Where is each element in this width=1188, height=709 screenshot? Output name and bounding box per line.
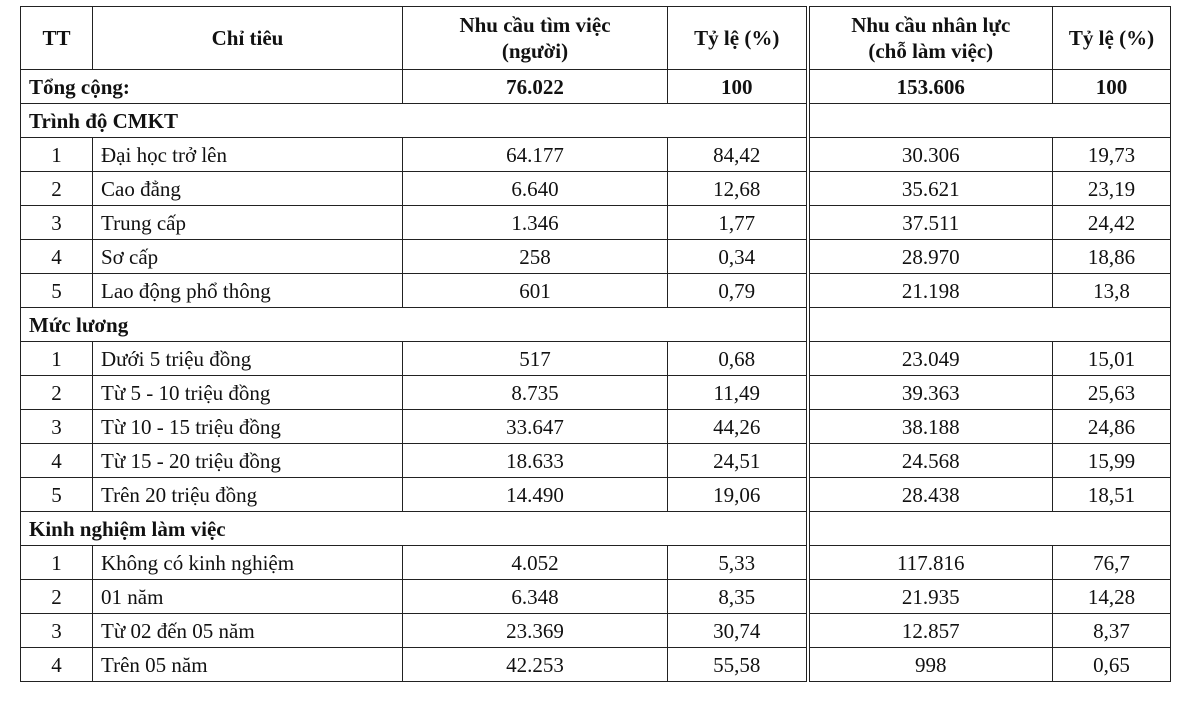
row-tt: 3	[21, 410, 93, 444]
row-supply: 35.621	[808, 172, 1053, 206]
row-label: Từ 02 đến 05 năm	[93, 614, 403, 648]
row-ratio2: 24,86	[1053, 410, 1171, 444]
row-supply: 30.306	[808, 138, 1053, 172]
section-title: Kinh nghiệm làm việc	[21, 512, 808, 546]
total-row	[21, 70, 1171, 104]
row-ratio2: 15,99	[1053, 444, 1171, 478]
row-ratio1: 0,68	[668, 342, 808, 376]
section-empty-cell	[808, 512, 1171, 546]
row-ratio1: 1,77	[668, 206, 808, 240]
row-tt: 5	[21, 274, 93, 308]
row-supply: 998	[808, 648, 1053, 682]
row-tt: 2	[21, 172, 93, 206]
row-tt: 3	[21, 206, 93, 240]
row-tt: 3	[21, 614, 93, 648]
row-ratio1: 55,58	[668, 648, 808, 682]
row-ratio2: 18,86	[1053, 240, 1171, 274]
row-tt: 1	[21, 138, 93, 172]
row-label: 01 năm	[93, 580, 403, 614]
row-ratio1: 8,35	[668, 580, 808, 614]
row-supply: 12.857	[808, 614, 1053, 648]
row-ratio2: 25,63	[1053, 376, 1171, 410]
row-demand: 4.052	[403, 546, 668, 580]
row-label: Lao động phổ thông	[93, 274, 403, 308]
row-ratio2: 15,01	[1053, 342, 1171, 376]
total-supply: 153.606	[808, 70, 1053, 104]
row-ratio1: 84,42	[668, 138, 808, 172]
row-ratio2: 24,42	[1053, 206, 1171, 240]
row-demand: 64.177	[403, 138, 668, 172]
table-row	[21, 206, 1171, 240]
table-row	[21, 410, 1171, 444]
table-row	[21, 240, 1171, 274]
row-demand: 33.647	[403, 410, 668, 444]
row-label: Sơ cấp	[93, 240, 403, 274]
row-supply: 21.935	[808, 580, 1053, 614]
row-label: Trên 05 năm	[93, 648, 403, 682]
row-tt: 5	[21, 478, 93, 512]
row-demand: 23.369	[403, 614, 668, 648]
table-row	[21, 546, 1171, 580]
header-demand-line2: (người)	[501, 39, 569, 63]
section-header-row	[21, 104, 1171, 138]
row-supply: 28.970	[808, 240, 1053, 274]
table-row	[21, 138, 1171, 172]
section-empty-cell	[808, 308, 1171, 342]
row-supply: 21.198	[808, 274, 1053, 308]
row-tt: 4	[21, 648, 93, 682]
row-ratio2: 0,65	[1053, 648, 1171, 682]
row-label: Không có kinh nghiệm	[93, 546, 403, 580]
row-demand: 601	[403, 274, 668, 308]
row-supply: 23.049	[808, 342, 1053, 376]
total-ratio2: 100	[1053, 70, 1171, 104]
row-ratio2: 18,51	[1053, 478, 1171, 512]
row-ratio1: 30,74	[668, 614, 808, 648]
row-demand: 6.348	[403, 580, 668, 614]
row-label: Cao đẳng	[93, 172, 403, 206]
table-row	[21, 478, 1171, 512]
table-row	[21, 342, 1171, 376]
row-tt: 2	[21, 580, 93, 614]
section-empty-cell	[808, 104, 1171, 138]
header-demand-line1: Nhu cầu tìm việc	[459, 13, 611, 37]
section-header-row	[21, 308, 1171, 342]
row-tt: 1	[21, 546, 93, 580]
row-supply: 28.438	[808, 478, 1053, 512]
row-label: Đại học trở lên	[93, 138, 403, 172]
total-demand: 76.022	[403, 70, 668, 104]
section-header-row	[21, 512, 1171, 546]
row-ratio1: 19,06	[668, 478, 808, 512]
header-ratio2: Tỷ lệ (%)	[1053, 7, 1171, 70]
row-ratio1: 0,34	[668, 240, 808, 274]
row-demand: 1.346	[403, 206, 668, 240]
labor-demand-table	[20, 6, 1171, 682]
labor-table-container	[20, 6, 1170, 682]
section-title: Mức lương	[21, 308, 808, 342]
header-chi-tieu: Chỉ tiêu	[93, 7, 403, 70]
header-demand	[403, 7, 668, 70]
row-supply: 39.363	[808, 376, 1053, 410]
section-title: Trình độ CMKT	[21, 104, 808, 138]
header-tt: TT	[21, 7, 93, 70]
row-ratio1: 12,68	[668, 172, 808, 206]
row-label: Trên 20 triệu đồng	[93, 478, 403, 512]
row-label: Từ 15 - 20 triệu đồng	[93, 444, 403, 478]
row-supply: 37.511	[808, 206, 1053, 240]
row-label: Từ 10 - 15 triệu đồng	[93, 410, 403, 444]
table-row	[21, 444, 1171, 478]
row-demand: 517	[403, 342, 668, 376]
table-row	[21, 648, 1171, 682]
row-ratio2: 14,28	[1053, 580, 1171, 614]
row-ratio2: 76,7	[1053, 546, 1171, 580]
header-ratio1: Tỷ lệ (%)	[668, 7, 808, 70]
row-ratio2: 23,19	[1053, 172, 1171, 206]
table-body	[21, 70, 1171, 682]
row-label: Từ 5 - 10 triệu đồng	[93, 376, 403, 410]
row-tt: 4	[21, 444, 93, 478]
table-row	[21, 172, 1171, 206]
row-ratio1: 0,79	[668, 274, 808, 308]
table-row	[21, 614, 1171, 648]
row-supply: 117.816	[808, 546, 1053, 580]
row-demand: 42.253	[403, 648, 668, 682]
row-label: Trung cấp	[93, 206, 403, 240]
row-tt: 1	[21, 342, 93, 376]
table-row	[21, 274, 1171, 308]
header-supply-line2: (chỗ làm việc)	[868, 39, 994, 63]
header-row	[21, 7, 1171, 70]
row-label: Dưới 5 triệu đồng	[93, 342, 403, 376]
row-demand: 14.490	[403, 478, 668, 512]
row-demand: 6.640	[403, 172, 668, 206]
row-demand: 258	[403, 240, 668, 274]
row-tt: 4	[21, 240, 93, 274]
row-tt: 2	[21, 376, 93, 410]
row-demand: 8.735	[403, 376, 668, 410]
header-supply-line1: Nhu cầu nhân lực	[851, 13, 1011, 37]
row-ratio1: 24,51	[668, 444, 808, 478]
total-label: Tổng cộng:	[21, 70, 403, 104]
row-ratio1: 5,33	[668, 546, 808, 580]
table-row	[21, 580, 1171, 614]
row-ratio1: 11,49	[668, 376, 808, 410]
row-ratio2: 8,37	[1053, 614, 1171, 648]
row-supply: 24.568	[808, 444, 1053, 478]
header-supply	[808, 7, 1053, 70]
row-ratio1: 44,26	[668, 410, 808, 444]
total-ratio1: 100	[668, 70, 808, 104]
table-row	[21, 376, 1171, 410]
row-supply: 38.188	[808, 410, 1053, 444]
row-ratio2: 19,73	[1053, 138, 1171, 172]
row-demand: 18.633	[403, 444, 668, 478]
row-ratio2: 13,8	[1053, 274, 1171, 308]
